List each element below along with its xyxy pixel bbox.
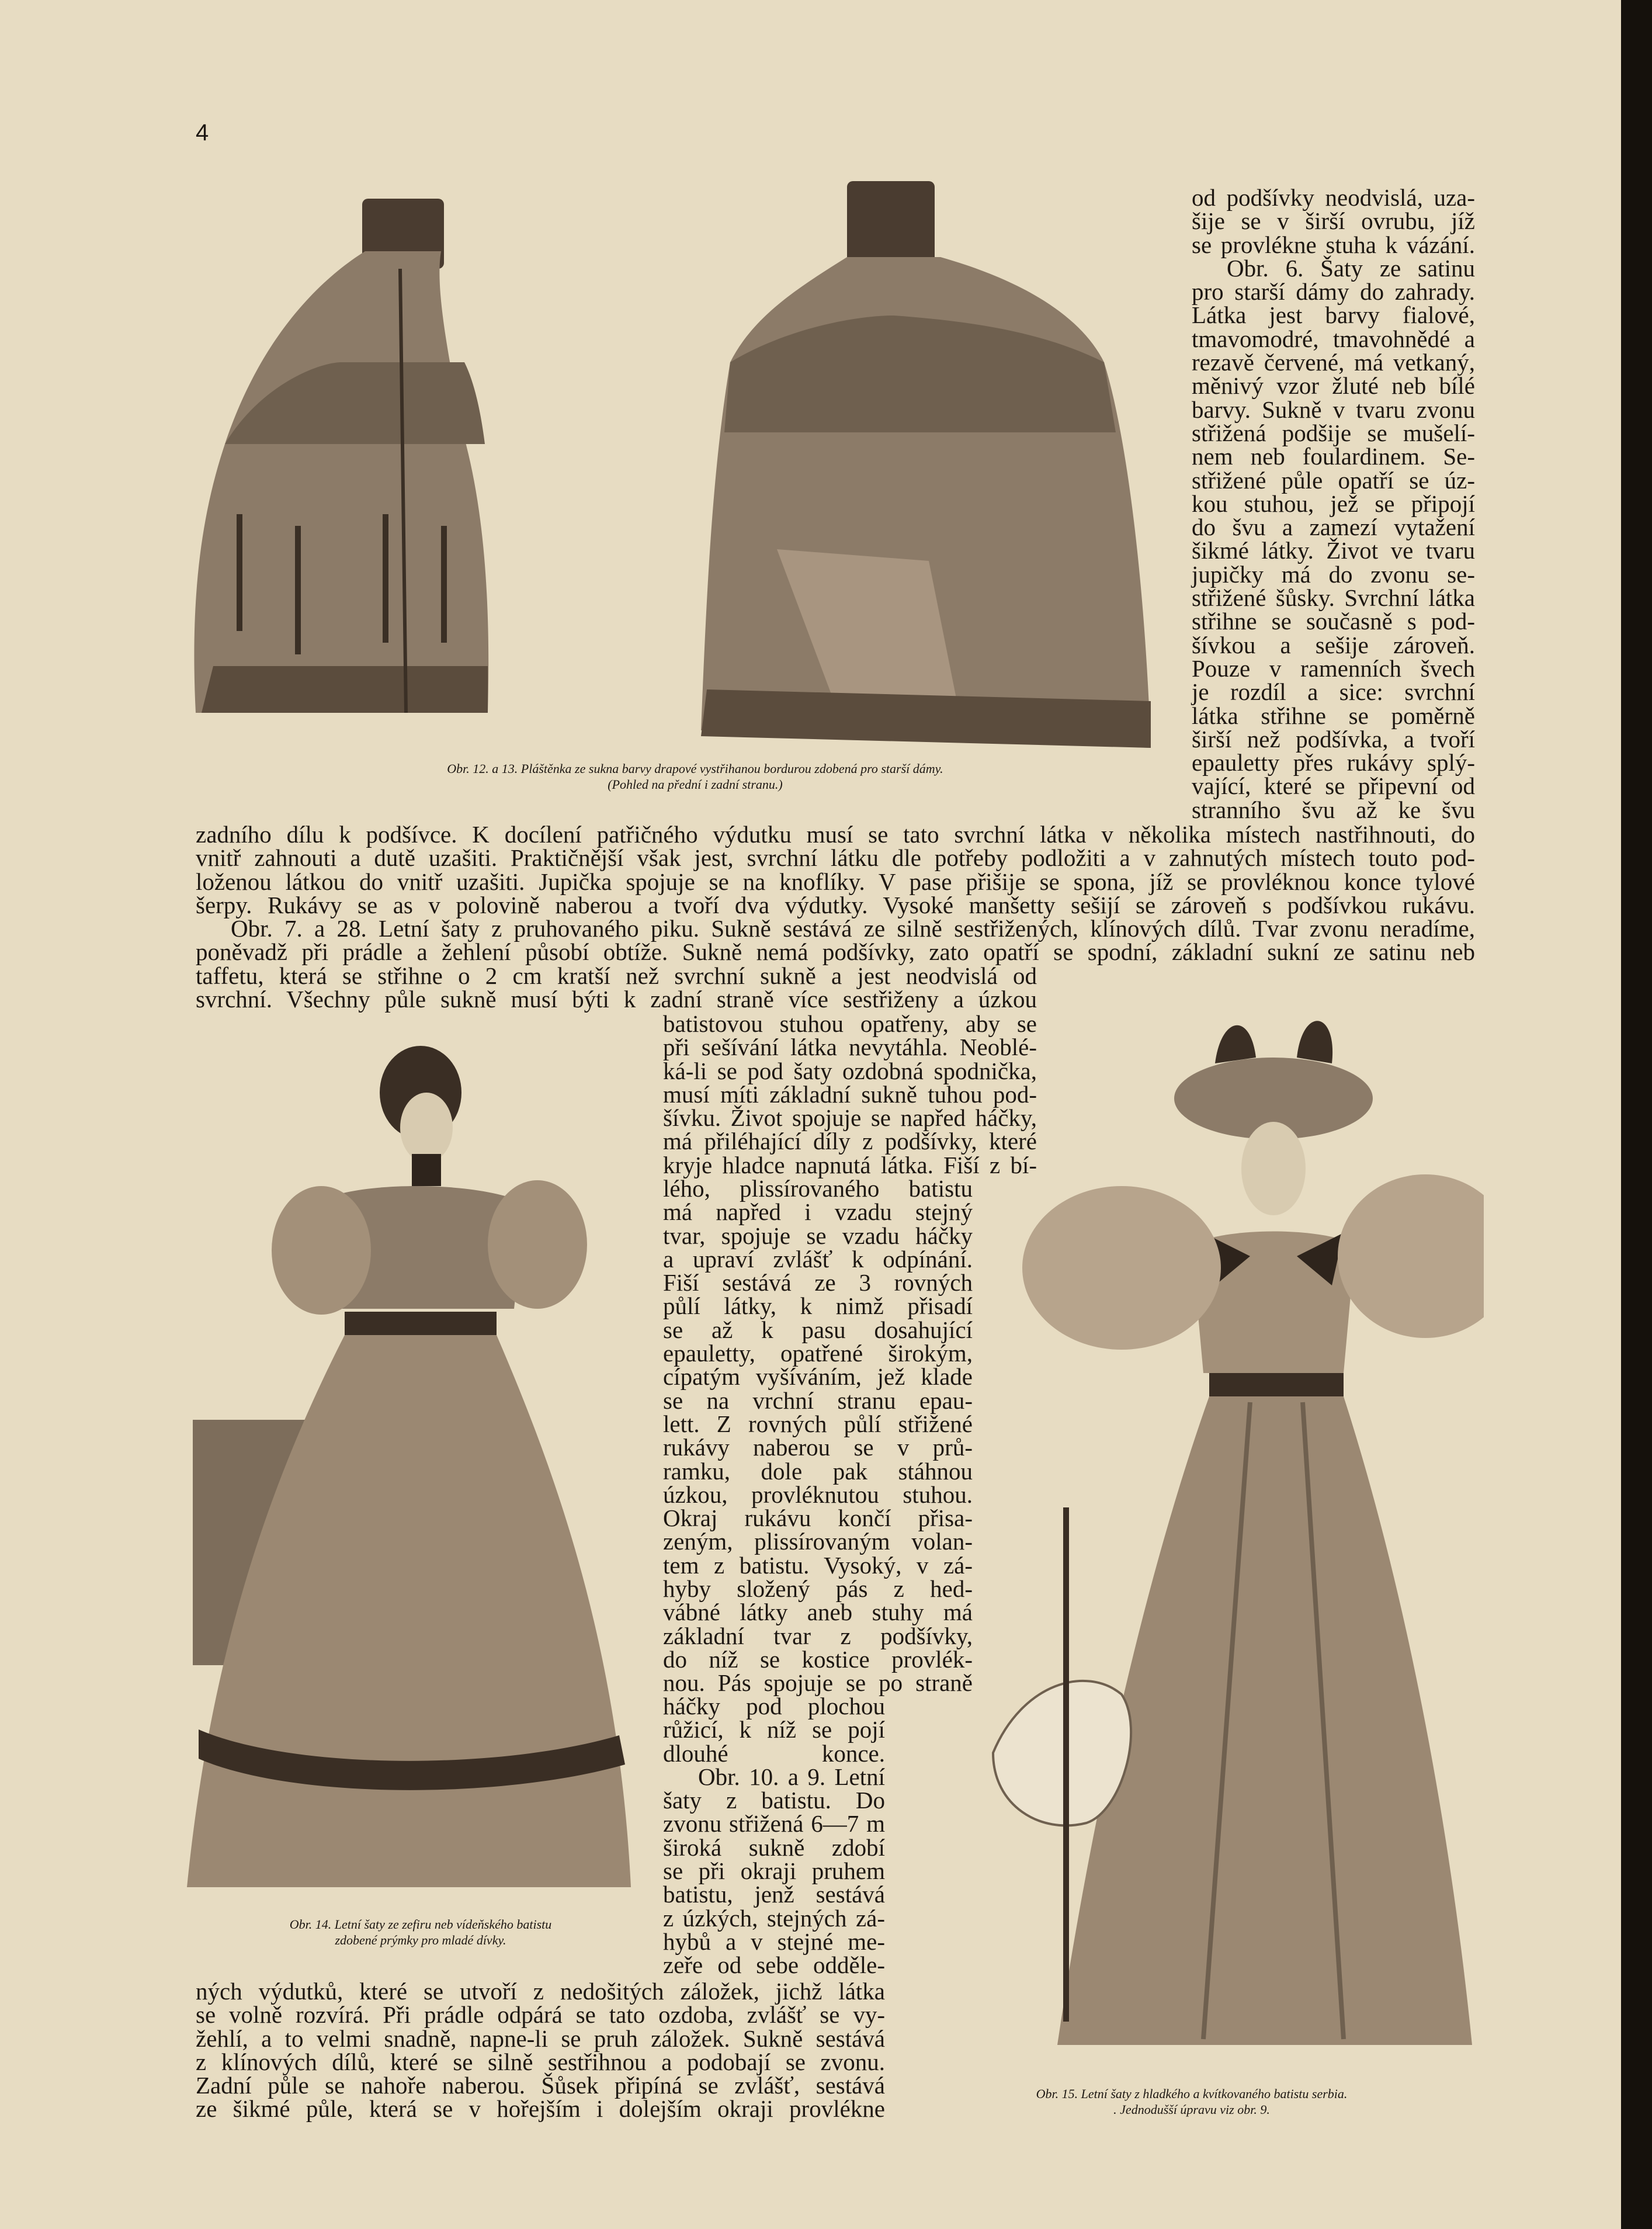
text-line: svrchní. Všechny půle sukně musí býti k zadní straně více sestřiženy a úzkou bbox=[196, 986, 1037, 1013]
text-line: tvar, spojuje se vzadu háčky bbox=[663, 1222, 973, 1249]
text-line: zvonu střižená 6—7 m bbox=[663, 1810, 885, 1838]
text-line: do níž se kostice provlék- bbox=[663, 1645, 973, 1673]
text-line: Obr. 10. a 9. Letní bbox=[698, 1763, 885, 1790]
text-line: zeře od sebe odděle- bbox=[663, 1951, 885, 1979]
text-line: ká-li se pod šaty ozdobná spodnička, bbox=[663, 1057, 1037, 1084]
text-line: cípatým vyšíváním, jež klade bbox=[663, 1363, 973, 1391]
text-line: střihne se současně s pod- bbox=[1192, 608, 1475, 635]
text-line: Zadní půle se nahoře naberou. Šůsek připíná se zvlášť, sestává bbox=[196, 2072, 885, 2099]
text-line: Obr. 6. Šaty ze satinu bbox=[1227, 254, 1475, 282]
caption-line: (Pohled na přední i zadní stranu.) bbox=[608, 777, 783, 792]
text-line: jupičky má do zvonu se- bbox=[1192, 560, 1475, 588]
text-line: nem neb foulardinem. Se- bbox=[1192, 443, 1475, 470]
text-bottom-left bbox=[196, 1980, 885, 2121]
text-line: poněvadž při prádle a žehlení působí obtíže. Sukně nemá podšívky, zato opatří se spodní, základní sukní ze satinu neb bbox=[196, 938, 1475, 966]
text-line: zeným, plissírovaným volan- bbox=[663, 1528, 973, 1555]
text-line: taffetu, která se střihne o 2 cm kratší než svrchní sukně a jest neodvislá od bbox=[196, 962, 1037, 989]
text-line: šaty z batistu. Do bbox=[663, 1787, 885, 1814]
text-line: loženou látkou do vnitř uzašiti. Jupička spojuje se na knoflíky. V pase přišije se spona, jíž se provléknou konce tylové bbox=[196, 868, 1475, 895]
text-line: je rozdíl a sice: svrchní bbox=[1192, 678, 1475, 706]
text-line: do švu a zamezí vytažení bbox=[1192, 514, 1475, 541]
text-left-width bbox=[196, 964, 1037, 1011]
text-full-width bbox=[196, 823, 1475, 964]
text-line: lého, plissírovaného batistu bbox=[663, 1175, 973, 1202]
figure-cape-back bbox=[672, 175, 1168, 765]
text-line: kryje hladce napnutá látka. Fiší z bí- bbox=[663, 1151, 1037, 1178]
text-line: látka střihne se poměrně bbox=[1192, 702, 1475, 729]
text-line: vnitř zahnouti a dutě uzašiti. Praktičnější však jest, svrchní látku dle potřeby podložiti a v zahnutých místech touto pod- bbox=[196, 844, 1475, 872]
text-line: hyby složený pás z hed- bbox=[663, 1575, 973, 1603]
text-line: šívkou a sešije zároveň. bbox=[1192, 631, 1475, 658]
text-line: se až k pasu dosahující bbox=[663, 1316, 973, 1343]
text-line: epauletty, opatřené širokým, bbox=[663, 1340, 973, 1367]
text-line: od podšívky neodvislá, uza- bbox=[1192, 184, 1475, 211]
book-spine bbox=[1621, 0, 1652, 2229]
text-middle-column-narrower bbox=[663, 1694, 885, 1977]
caption-line: zdobené prýmky pro mladé dívky. bbox=[335, 1933, 506, 1947]
text-line: širší než podšívka, a tvoří bbox=[1192, 725, 1475, 753]
text-line: ze šikmé půle, která se v hořejším i dolejším okraji provlékne bbox=[196, 2095, 885, 2123]
text-line: Pouze v ramenních švech bbox=[1192, 654, 1475, 682]
text-line: růžicí, k níž se pojí bbox=[663, 1716, 885, 1743]
text-line: ných výdutků, které se utvoří z nedošitých záložek, jichž látka bbox=[196, 1978, 885, 2005]
text-line: dlouhé konce. bbox=[663, 1739, 885, 1767]
text-line: zadního dílu k podšívce. K docílení patřičného výdutku musí se tato svrchní látka v několika místech nastřihnouti, do bbox=[196, 821, 1475, 848]
figure-dress-fig15 bbox=[946, 993, 1484, 2074]
text-line: vábné látky aneb stuhy má bbox=[663, 1599, 973, 1626]
figure-dress-fig14 bbox=[175, 1040, 648, 1911]
text-line: tmavomodré, tmavohnědé a bbox=[1192, 325, 1475, 352]
text-line: se na vrchní stranu epau- bbox=[663, 1386, 973, 1414]
caption-fig-15 bbox=[935, 2086, 1449, 2117]
text-line: má přiléhající díly z podšívky, které bbox=[663, 1128, 1037, 1155]
text-line: hybů a v stejné me- bbox=[663, 1928, 885, 1955]
text-line: střižené půle opatří se úz- bbox=[1192, 466, 1475, 494]
text-line: šije se v širší ovrubu, jíž bbox=[1192, 207, 1475, 235]
page-number: 4 bbox=[196, 120, 209, 145]
text-line: má napřed i vzadu stejný bbox=[663, 1198, 973, 1226]
text-line: a upraví zvlášť k odpínání. bbox=[663, 1245, 973, 1273]
text-line: musí míti základní sukně tuhou pod- bbox=[663, 1080, 1037, 1108]
caption-line: Obr. 14. Letní šaty ze zefiru neb vídeňského batistu bbox=[289, 1917, 552, 1932]
text-line: kou stuhou, jež se připojí bbox=[1192, 490, 1475, 517]
text-line: z klínových dílů, které se silně sestřihnou a podobají se zvonu. bbox=[196, 2048, 885, 2075]
text-column-top-right bbox=[1192, 186, 1475, 821]
text-line: měnivý vzor žluté neb bílé bbox=[1192, 372, 1475, 400]
text-line: rezavě červené, má vetkaný, bbox=[1192, 349, 1475, 376]
caption-line: Obr. 15. Letní šaty z hladkého a kvítkovaného batistu serbia. bbox=[1036, 2086, 1348, 2101]
text-line: z úzkých, stejných zá- bbox=[663, 1904, 885, 1932]
caption-line: . Jednodušší úpravu viz obr. 9. bbox=[1113, 2102, 1270, 2117]
text-line: nou. Pás spojuje se po straně bbox=[663, 1669, 973, 1697]
text-line: úzkou, provléknutou stuhou. bbox=[663, 1481, 973, 1508]
text-line: rukávy naberou se v prů- bbox=[663, 1434, 973, 1461]
text-line: se při okraji pruhem bbox=[663, 1857, 885, 1885]
text-line: batistu, jenž sestává bbox=[663, 1881, 885, 1908]
text-line: žehlí, a to velmi snadně, napne-li se pruh záložek. Sukně sestává bbox=[196, 2025, 885, 2052]
text-line: šerpy. Rukávy se as v polovině naberou a tvoří dva výdutky. Vysoké manšetty sešijí se zároveň s podšívkou rukávu. bbox=[196, 891, 1475, 918]
text-line: při sešívání látka nevytáhla. Neoblé- bbox=[663, 1034, 1037, 1061]
text-line: pro starší dámy do zahrady. bbox=[1192, 278, 1475, 306]
text-line: se provlékne stuha k vázání. bbox=[1192, 231, 1475, 258]
text-line: šikmé látky. Život ve tvaru bbox=[1192, 537, 1475, 564]
text-line: široká sukně zdobí bbox=[663, 1833, 885, 1861]
figure-cape-front bbox=[190, 187, 494, 736]
text-line: se volně rozvírá. Při prádle odpárá se tato ozdoba, zvlášť se vy- bbox=[196, 2001, 885, 2029]
text-line: Obr. 7. a 28. Letní šaty z pruhovaného piku. Sukně sestává ze silně sestřižených, klínových dílů. Tvar zvonu neradíme, bbox=[231, 915, 1475, 942]
text-line: háčky pod plochou bbox=[663, 1693, 885, 1720]
text-line: epauletty přes rukávy splý- bbox=[1192, 749, 1475, 776]
text-line: Látka jest barvy fialové, bbox=[1192, 301, 1475, 329]
text-line: Okraj rukávu končí přisa- bbox=[663, 1505, 973, 1532]
text-line: základní tvar z podšívky, bbox=[663, 1622, 973, 1649]
text-middle-column-narrow bbox=[663, 1177, 973, 1695]
text-line: ramku, dole pak stáhnou bbox=[663, 1457, 973, 1485]
text-line: tem z batistu. Vysoký, v zá- bbox=[663, 1551, 973, 1579]
text-line: stranního švu až ke švu bbox=[1192, 796, 1475, 823]
caption-fig-14 bbox=[193, 1916, 648, 1948]
caption-line: Obr. 12. a 13. Pláštěnka ze sukna barvy drapové vystřihanou bordurou zdobená pro starší dámy. bbox=[447, 761, 943, 776]
text-line: půlí látky, k nimž přisadí bbox=[663, 1292, 973, 1320]
text-line: Fiší sestává ze 3 rovných bbox=[663, 1269, 973, 1297]
text-line: lett. Z rovných půlí střižené bbox=[663, 1410, 973, 1437]
text-line: vající, které se připevní od bbox=[1192, 772, 1475, 800]
text-line: střižené šůsky. Svrchní látka bbox=[1192, 584, 1475, 612]
text-line: barvy. Sukně v tvaru zvonu bbox=[1192, 396, 1475, 423]
text-line: střižená podšije se mušelí- bbox=[1192, 419, 1475, 446]
caption-fig-12-13 bbox=[280, 761, 1110, 792]
text-line: batistovou stuhou opatřeny, aby se bbox=[663, 1010, 1037, 1037]
text-line: šívku. Život spojuje se napřed háčky, bbox=[663, 1104, 1037, 1132]
